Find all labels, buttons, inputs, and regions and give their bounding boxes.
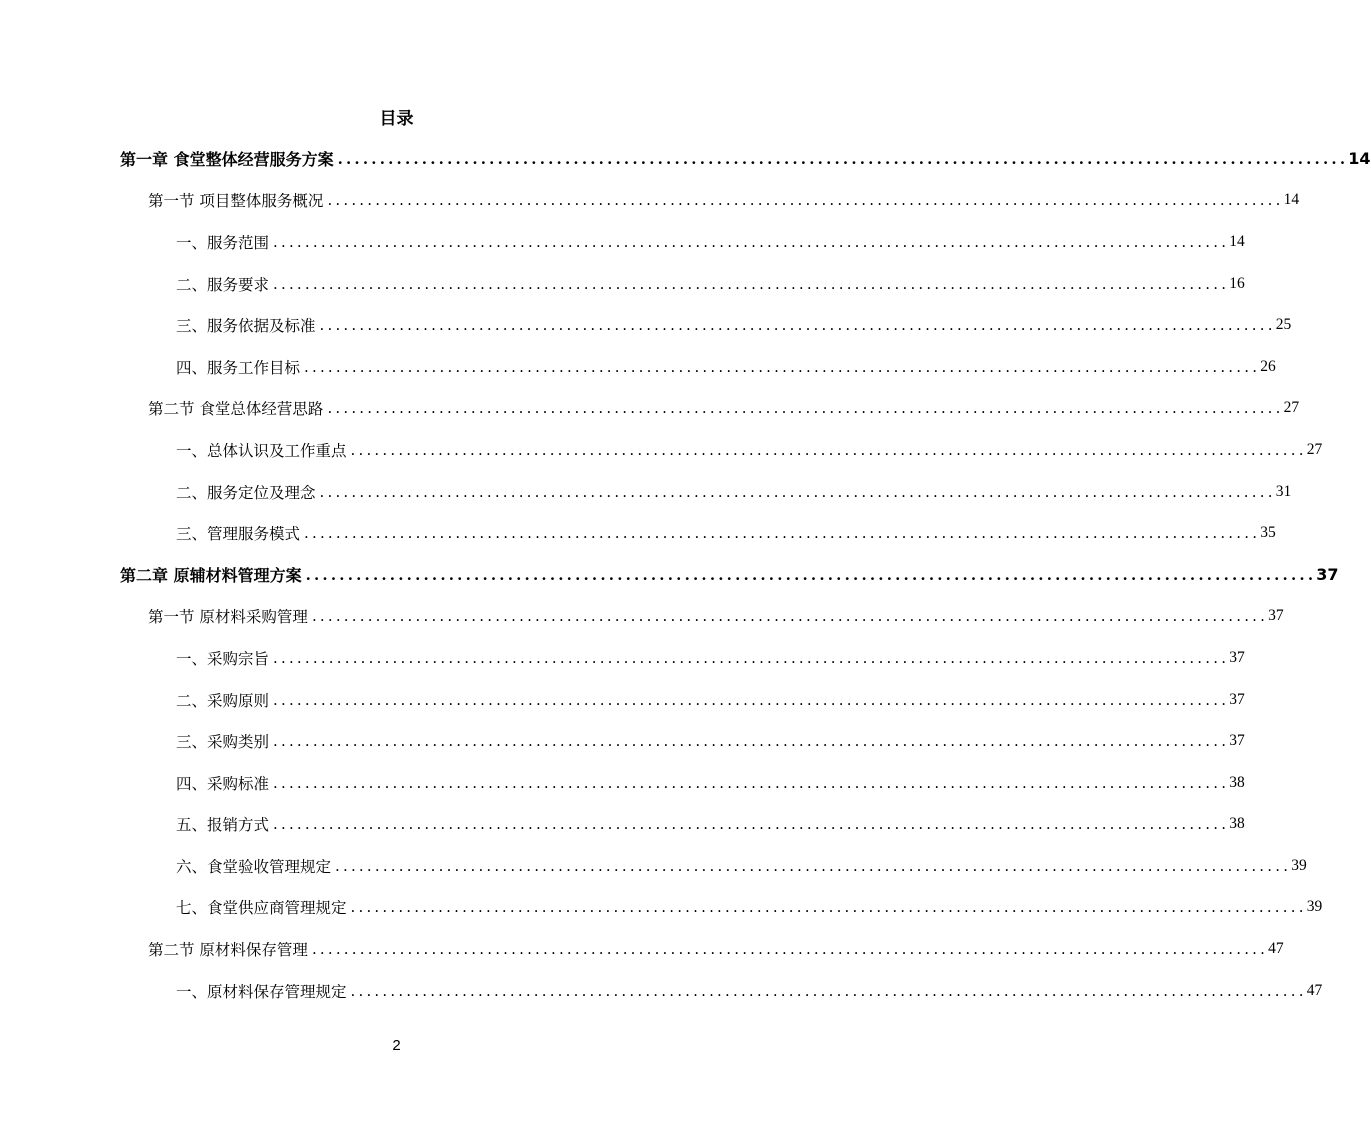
toc-leader-dots: ........................................................................................................................ bbox=[327, 191, 1284, 210]
toc-entry[interactable] bbox=[0, 845, 1307, 887]
toc-entry-label: 第二节 食堂总体经营思路 bbox=[148, 400, 324, 419]
toc-entry[interactable] bbox=[0, 221, 1245, 263]
toc-entry-label: 二、服务要求 bbox=[176, 275, 270, 294]
toc-leader-dots: ........................................................................................................................ bbox=[273, 274, 1230, 293]
toc-leader-dots: ........................................................................................................................ bbox=[273, 773, 1230, 792]
toc-entry[interactable] bbox=[0, 637, 1245, 679]
toc-entry-label: 三、管理服务模式 bbox=[176, 525, 301, 544]
toc-entry[interactable] bbox=[0, 596, 1284, 638]
toc-entry-page: 38 bbox=[1229, 773, 1245, 791]
toc-leader-dots: ........................................................................................................................ bbox=[273, 648, 1230, 667]
toc-entry-page: 37 bbox=[1229, 690, 1245, 708]
toc-entry-page: 14 bbox=[1229, 232, 1245, 250]
toc-entry-page: 47 bbox=[1306, 981, 1323, 999]
toc-entry-label: 第二节 原材料保存管理 bbox=[148, 941, 308, 960]
toc-entry[interactable] bbox=[0, 887, 1323, 929]
toc-entry-page: 27 bbox=[1306, 440, 1323, 458]
toc-entry-page: 14 bbox=[1348, 149, 1371, 169]
toc-entry-label: 第一节 原材料采购管理 bbox=[148, 608, 308, 627]
toc-entry-page: 35 bbox=[1260, 524, 1276, 542]
toc-leader-dots: ........................................................................................................................ bbox=[319, 316, 1276, 335]
toc-leader-dots: ........................................................................................................................ bbox=[350, 981, 1307, 1000]
toc-entry-page: 39 bbox=[1306, 898, 1323, 916]
toc-entry-page: 25 bbox=[1275, 316, 1292, 334]
toc-leader-dots: ........................................................................................................................ bbox=[327, 399, 1284, 418]
toc-entry-page: 26 bbox=[1260, 357, 1276, 375]
toc-entry-page: 27 bbox=[1283, 399, 1300, 417]
toc-entry-label: 五、报销方式 bbox=[176, 816, 270, 835]
toc-entry[interactable] bbox=[0, 346, 1276, 388]
toc-leader-dots: ........................................................................................................................ bbox=[337, 149, 1349, 168]
toc-entry[interactable] bbox=[0, 970, 1323, 1012]
toc-entry[interactable] bbox=[0, 804, 1245, 846]
toc-leader-dots: ........................................................................................................................ bbox=[304, 357, 1261, 376]
toc-entry-page: 37 bbox=[1229, 648, 1245, 666]
toc-entry-page: 16 bbox=[1229, 274, 1245, 292]
toc-entry-label: 二、采购原则 bbox=[176, 691, 270, 710]
toc-entry[interactable] bbox=[0, 429, 1323, 471]
toc-entry-label: 二、服务定位及理念 bbox=[176, 483, 316, 502]
toc-leader-dots: ........................................................................................................................ bbox=[350, 440, 1307, 459]
toc-entry-page: 37 bbox=[1316, 565, 1339, 585]
toc-leader-dots: ........................................................................................................................ bbox=[305, 565, 1317, 584]
toc-entry-label: 七、食堂供应商管理规定 bbox=[176, 899, 347, 918]
toc-entry-label: 三、服务依据及标准 bbox=[176, 317, 316, 336]
toc-entry-page: 47 bbox=[1268, 940, 1284, 958]
toc-leader-dots: ........................................................................................................................ bbox=[350, 898, 1307, 917]
toc-entry-page: 37 bbox=[1229, 732, 1245, 750]
toc-entry[interactable] bbox=[0, 720, 1245, 762]
toc-entry-label: 一、服务范围 bbox=[176, 233, 270, 252]
toc-title: 目录 bbox=[379, 109, 414, 129]
toc-leader-dots: ........................................................................................................................ bbox=[273, 690, 1230, 709]
table-of-contents bbox=[0, 138, 1371, 1011]
toc-entry-label: 四、采购标准 bbox=[176, 774, 270, 793]
toc-entry-page: 14 bbox=[1283, 191, 1300, 209]
toc-entry[interactable] bbox=[0, 388, 1300, 430]
toc-entry-label: 四、服务工作目标 bbox=[176, 358, 301, 377]
page-number: 2 bbox=[392, 1037, 401, 1054]
toc-entry[interactable] bbox=[0, 554, 1339, 596]
toc-leader-dots: ........................................................................................................................ bbox=[273, 815, 1230, 834]
toc-entry-label: 第一章 食堂整体经营服务方案 bbox=[120, 150, 334, 170]
toc-entry-page: 38 bbox=[1229, 815, 1245, 833]
toc-entry-label: 一、总体认识及工作重点 bbox=[176, 441, 347, 460]
toc-leader-dots: ........................................................................................................................ bbox=[311, 607, 1269, 626]
toc-leader-dots: ........................................................................................................................ bbox=[319, 482, 1276, 501]
toc-entry[interactable] bbox=[0, 138, 1371, 180]
toc-leader-dots: ........................................................................................................................ bbox=[311, 940, 1269, 959]
toc-entry-label: 一、原材料保存管理规定 bbox=[176, 982, 347, 1001]
toc-entry-label: 一、采购宗旨 bbox=[176, 649, 270, 668]
toc-entry-label: 第一节 项目整体服务概况 bbox=[148, 192, 324, 211]
toc-entry-label: 第二章 原辅材料管理方案 bbox=[120, 566, 302, 586]
toc-entry[interactable] bbox=[0, 762, 1245, 804]
toc-leader-dots: ........................................................................................................................ bbox=[335, 856, 1292, 875]
toc-entry-label: 六、食堂验收管理规定 bbox=[176, 857, 332, 876]
toc-leader-dots: ........................................................................................................................ bbox=[273, 232, 1230, 251]
toc-leader-dots: ........................................................................................................................ bbox=[304, 524, 1261, 543]
toc-entry[interactable] bbox=[0, 928, 1284, 970]
toc-entry[interactable] bbox=[0, 512, 1276, 554]
toc-entry[interactable] bbox=[0, 679, 1245, 721]
toc-entry-page: 37 bbox=[1268, 607, 1284, 625]
toc-leader-dots: ........................................................................................................................ bbox=[273, 732, 1230, 751]
toc-entry[interactable] bbox=[0, 304, 1292, 346]
toc-entry[interactable] bbox=[0, 180, 1300, 222]
toc-entry[interactable] bbox=[0, 471, 1292, 513]
toc-entry[interactable] bbox=[0, 263, 1245, 305]
toc-entry-page: 31 bbox=[1275, 482, 1292, 500]
toc-entry-label: 三、采购类别 bbox=[176, 733, 270, 752]
toc-entry-page: 39 bbox=[1291, 856, 1307, 874]
